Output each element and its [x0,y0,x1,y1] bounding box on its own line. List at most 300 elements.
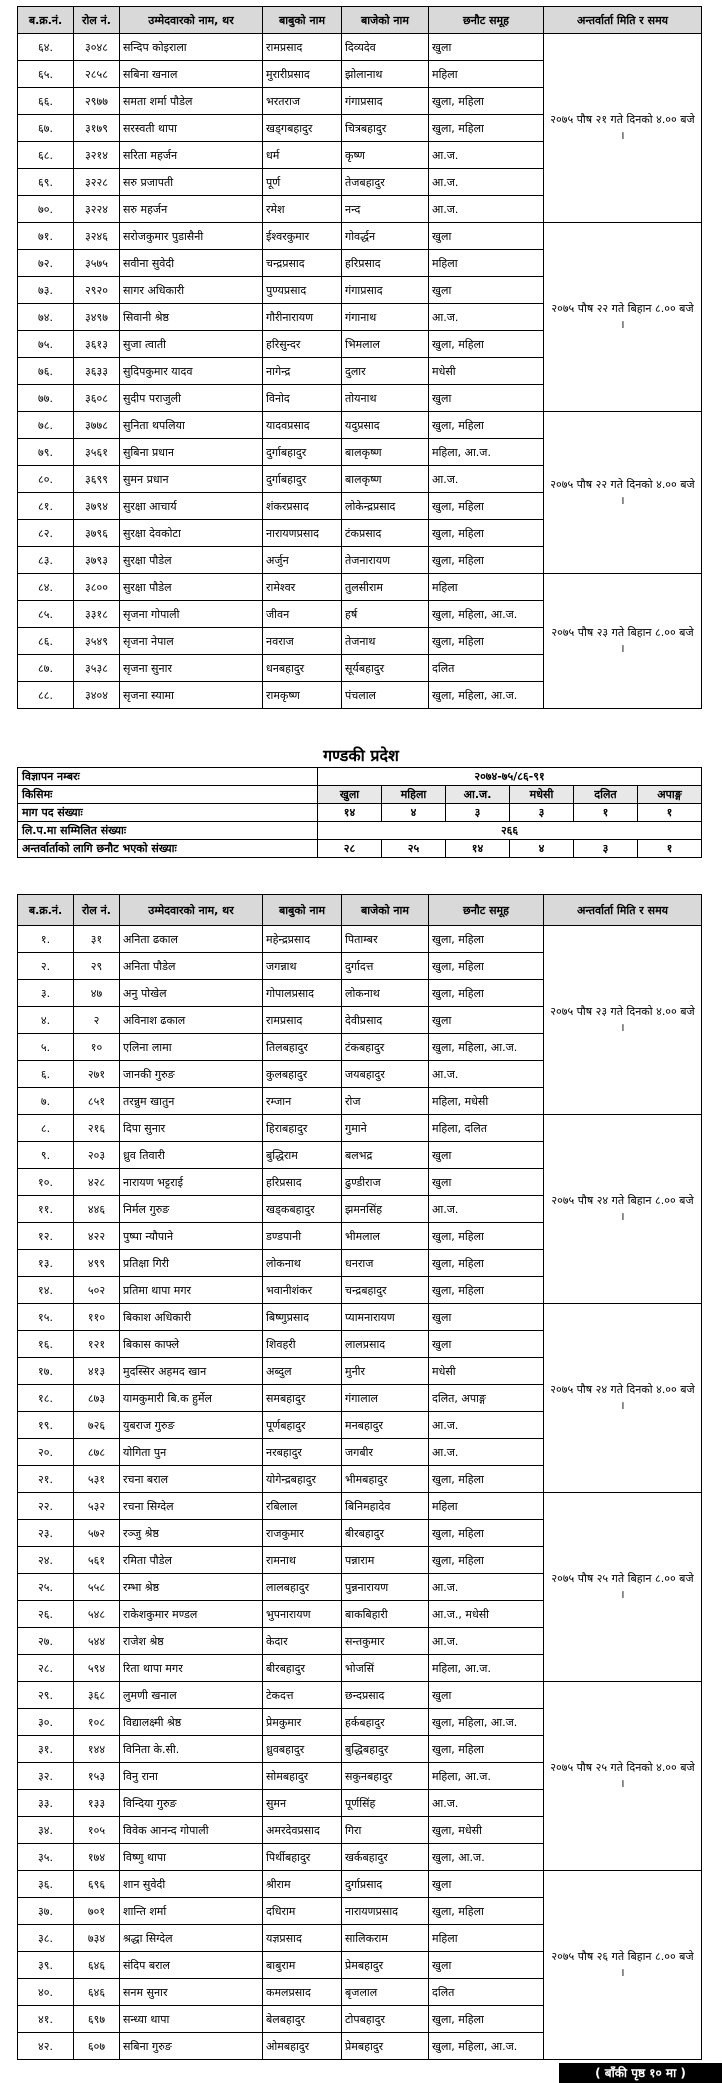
grandfather-name: पंचलाल [342,682,429,709]
roll-number: १० [74,1034,120,1061]
father-name: भुपनारायण [263,1601,342,1628]
grandfather-name: नारायणप्रसाद [342,1898,429,1925]
grandfather-name: चन्द्रबहादुर [342,1277,429,1304]
roll-number: २१६ [74,1115,120,1142]
selected-value: २८ [318,840,382,858]
serial-number: ९. [18,1142,74,1169]
serial-number: १३. [18,1250,74,1277]
demand-value: ४ [382,804,446,822]
table-header-row [18,895,702,926]
selection-group: आ.ज. [429,1790,544,1817]
roll-number: ३३१८ [74,601,120,628]
table-row [18,1871,702,1898]
table-row [18,926,702,953]
father-name: सोमबहादुर [263,1763,342,1790]
candidate-name: सुदीप पराजुली [120,385,263,412]
selection-group: खुला, महिला [429,1250,544,1277]
grandfather-name: तुलसीराम [342,574,429,601]
selection-group: खुला, महिला [429,980,544,1007]
roll-number: ३२१४ [74,142,120,169]
candidate-name: सुबिना प्रधान [120,439,263,466]
candidate-name: अनिता ढकाल [120,926,263,953]
roll-number: १०८ [74,1709,120,1736]
father-name: रामकृष्ण [263,682,342,709]
roll-number: २०३ [74,1142,120,1169]
roll-number: ३४०४ [74,682,120,709]
roll-number: ३५४९ [74,628,120,655]
candidate-name: समता शर्मा पौडेल [120,88,263,115]
column-header: उम्मेदवारको नाम, थर [120,7,263,34]
father-name: महेन्द्रप्रसाद [263,926,342,953]
father-name: रामेश्वर [263,574,342,601]
column-header: बाबुको नाम [263,7,342,34]
interview-time: २०७५ पौष २५ गते दिनको ४.०० बजे । [544,1682,702,1871]
candidate-name: विवेक आनन्द गोपाली [120,1817,263,1844]
grandfather-name: बिनिमहादेव [342,1493,429,1520]
demand-row [18,804,702,822]
grandfather-name: झमनसिंह [342,1196,429,1223]
candidate-name: विनु राना [120,1763,263,1790]
column-header: बाजेको नाम [342,7,429,34]
candidate-name: सुरक्षा देवकोटा [120,520,263,547]
selection-group: खुला, महिला [429,1223,544,1250]
father-name: जीवन [263,601,342,628]
candidate-name: सबिना गुरुङ [120,2033,263,2060]
father-name: बीरबहादुर [263,1655,342,1682]
grandfather-name: पिताम्बर [342,926,429,953]
roll-number: ४७ [74,980,120,1007]
serial-number: ८. [18,1115,74,1142]
candidate-name: प्रतिक्षा गिरी [120,1250,263,1277]
grandfather-name: धनराज [342,1250,429,1277]
serial-number: ३१. [18,1736,74,1763]
candidate-name: तरन्नुम खातुन [120,1088,263,1115]
candidate-name: संदिप बराल [120,1952,263,1979]
father-name: जगन्नाथ [263,953,342,980]
candidate-name: अविनाश ढकाल [120,1007,263,1034]
selection-group: खुला, महिला [429,1466,544,1493]
grandfather-name: प्रेमबहादुर [342,2033,429,2060]
selection-group: खुला, महिला [429,88,544,115]
serial-number: १. [18,926,74,953]
selection-group: मधेसी [429,1358,544,1385]
column-header: ब.क्र.नं. [18,895,74,926]
selection-group: आ.ज. [429,169,544,196]
father-name: दुर्गाबहादुर [263,439,342,466]
father-name: रबिलाल [263,1493,342,1520]
demand-value: १४ [318,804,382,822]
candidate-name: विनिता के.सी. [120,1736,263,1763]
selection-group: आ.ज. [429,1439,544,1466]
serial-number: २६. [18,1601,74,1628]
candidate-name: विन्दिया गुरुङ [120,1790,263,1817]
serial-number: १५. [18,1304,74,1331]
selection-group: खुला, महिला, आ.ज. [429,1034,544,1061]
selected-value: १४ [446,840,510,858]
candidate-name: रमिता पौडेल [120,1547,263,1574]
grandfather-name: पन्नाराम [342,1547,429,1574]
selection-group: खुला [429,34,544,61]
roll-number: २९ [74,953,120,980]
roll-number: ६९७ [74,2006,120,2033]
serial-number: ३०. [18,1709,74,1736]
interview-table-1 [17,6,702,709]
serial-number: ६६. [18,88,74,115]
candidate-name: प्रतिमा थापा मगर [120,1277,263,1304]
table-row [18,1304,702,1331]
father-name: धर्म [263,142,342,169]
selected-value: ३ [574,840,638,858]
roll-number: ३७७८ [74,412,120,439]
serial-number: ४१. [18,2006,74,2033]
father-name: रामनाथ [263,1547,342,1574]
grandfather-name: बाकबिहारी [342,1601,429,1628]
roll-number: ५३१ [74,1466,120,1493]
selection-group: खुला, महिला, आ.ज. [429,1709,544,1736]
interview-time: २०७५ पौष २३ गते दिनको ४.०० बजे । [544,926,702,1115]
serial-number: ४. [18,1007,74,1034]
serial-number: १७. [18,1358,74,1385]
father-name: गौरीनारायण [263,304,342,331]
serial-number: २४. [18,1547,74,1574]
grandfather-name: दुर्गादत्त [342,953,429,980]
selection-group: खुला, महिला [429,1898,544,1925]
selection-group: खुला [429,277,544,304]
grandfather-name: गुमाने [342,1115,429,1142]
serial-number: ३४. [18,1817,74,1844]
serial-number: ८१. [18,493,74,520]
serial-number: ८६. [18,628,74,655]
father-name: बिष्णुप्रसाद [263,1304,342,1331]
serial-number: २१. [18,1466,74,1493]
serial-number: ७३. [18,277,74,304]
serial-number: २५. [18,1574,74,1601]
father-name: तिलबहादुर [263,1034,342,1061]
father-name: रम्जान [263,1088,342,1115]
candidate-name: राजेश श्रेष्ठ [120,1628,263,1655]
grandfather-name: भिमलाल [342,331,429,358]
advert-row [18,768,702,786]
father-name: सुमन [263,1790,342,1817]
grandfather-name: देवीप्रसाद [342,1007,429,1034]
father-name: प्रेमकुमार [263,1709,342,1736]
interview-time: २०७५ पौष २२ गते बिहान ८.०० बजे । [544,223,702,412]
selection-group: खुला [429,1007,544,1034]
column-header: अन्तर्वार्ता मिति र समय [544,7,702,34]
father-name: विनोद [263,385,342,412]
father-name: नरबहादुर [263,1439,342,1466]
selection-group: महिला, मधेसी [429,1088,544,1115]
grandfather-name: प्यामनारायण [342,1304,429,1331]
candidate-name: यामकुमारी बि.क हुर्मेल [120,1385,263,1412]
selection-group: खुला, महिला [429,520,544,547]
father-name: यादवप्रसाद [263,412,342,439]
grandfather-name: बृजलाल [342,1979,429,2006]
roll-number: २८५८ [74,61,120,88]
serial-number: ३६. [18,1871,74,1898]
selected-value: ४ [510,840,574,858]
interview-time: २०७५ पौष २२ गते दिनको ४.०० बजे । [544,412,702,574]
father-name: टेकदत्त [263,1682,342,1709]
table-row [18,1682,702,1709]
candidate-name: सृजना गोपाली [120,601,263,628]
demand-value: ३ [446,804,510,822]
serial-number: ६. [18,1061,74,1088]
serial-number: ६८. [18,142,74,169]
father-name: ईश्वरकुमार [263,223,342,250]
roll-number: १५३ [74,1763,120,1790]
father-name: अब्दुल [263,1358,342,1385]
roll-number: २ [74,1007,120,1034]
grandfather-name: हर्कबहादुर [342,1709,429,1736]
grandfather-name: टोपबहादुर [342,2006,429,2033]
father-name: अर्जुन [263,547,342,574]
serial-number: ३. [18,980,74,1007]
candidate-name: सुरक्षा पौडेल [120,547,263,574]
candidate-name: सुनिता थपलिया [120,412,263,439]
father-name: नारायणप्रसाद [263,520,342,547]
candidate-name: रचना सिग्देल [120,1493,263,1520]
candidate-name: एलिना लामा [120,1034,263,1061]
roll-number: ३७९६ [74,520,120,547]
father-name: पुण्यप्रसाद [263,277,342,304]
serial-number: २२. [18,1493,74,1520]
selection-group: दलित, अपाङ्ग [429,1385,544,1412]
grandfather-name: हरिप्रसाद [342,250,429,277]
candidate-name: राकेशकुमार मण्डल [120,1601,263,1628]
column-header: अन्तर्वार्ता मिति र समय [544,895,702,926]
serial-number: ७७. [18,385,74,412]
selection-group: खुला, महिला [429,331,544,358]
father-name: कमलप्रसाद [263,1979,342,2006]
serial-number: ८३. [18,547,74,574]
grandfather-name: बुद्धिबहादुर [342,1736,429,1763]
grandfather-name: गंगालाल [342,1385,429,1412]
grandfather-name: सूर्यबहादुर [342,655,429,682]
selection-group: खुला, महिला [429,547,544,574]
selection-group: खुला, महिला [429,115,544,142]
roll-number: ६४६ [74,1952,120,1979]
serial-number: ७०. [18,196,74,223]
roll-number: ५४४ [74,1628,120,1655]
father-name: भरतराज [263,88,342,115]
serial-number: २८. [18,1655,74,1682]
grandfather-name: दिव्यदेव [342,34,429,61]
grandfather-name: गंगाप्रसाद [342,277,429,304]
father-name: रामप्रसाद [263,34,342,61]
serial-number: ७६. [18,358,74,385]
father-name: धनबहादुर [263,655,342,682]
candidate-name: पुष्पा न्यौपाने [120,1223,263,1250]
selection-group: खुला, महिला, आ.ज. [429,2033,544,2060]
candidate-name: दिपा सुनार [120,1115,263,1142]
candidate-name: सरिता महर्जन [120,142,263,169]
candidate-name: सवीना सुवेदी [120,250,263,277]
selection-group: आ.ज. [429,1412,544,1439]
father-name: नवराज [263,628,342,655]
grandfather-name: जयबहादुर [342,1061,429,1088]
table-row [18,1493,702,1520]
candidate-name: श्रद्धा सिग्देल [120,1925,263,1952]
table-body [18,926,702,2060]
advert-label: विज्ञापन नम्बरः [18,768,318,786]
candidate-name: युबराज गुरुङ [120,1412,263,1439]
roll-number: ४४६ [74,1196,120,1223]
selection-group: खुला, महिला [429,1277,544,1304]
selection-group: खुला, महिला, आ.ज. [429,601,544,628]
selected-label: अन्तर्वार्ताको लागि छनौट भएको संख्याः [18,840,318,858]
selection-group: दलित [429,1979,544,2006]
grandfather-name: छन्दप्रसाद [342,1682,429,1709]
roll-number: १४४ [74,1736,120,1763]
selected-value: २५ [382,840,446,858]
selection-group: आ.ज. [429,1628,544,1655]
demand-value: ३ [510,804,574,822]
father-name: गोपालप्रसाद [263,980,342,1007]
roll-number: ८७३ [74,1385,120,1412]
father-name: कुलबहादुर [263,1061,342,1088]
selection-group: महिला [429,61,544,88]
roll-number: ८५१ [74,1088,120,1115]
candidate-name: ध्रुव तिवारी [120,1142,263,1169]
candidate-name: सागर अधिकारी [120,277,263,304]
selection-group: महिला [429,1925,544,1952]
grandfather-name: खर्कबहादुर [342,1844,429,1871]
selection-group: महिला, आ.ज. [429,1655,544,1682]
table-header-row [18,7,702,34]
serial-number: ७. [18,1088,74,1115]
candidate-name: सरस्वती थापा [120,115,263,142]
roll-number: २९७७ [74,88,120,115]
selection-group: खुला, महिला [429,926,544,953]
roll-number: ३७९३ [74,547,120,574]
selection-group: मधेसी [429,358,544,385]
roll-number: ३४९७ [74,304,120,331]
father-name: ओमबहादुर [263,2033,342,2060]
roll-number: ३१७९ [74,115,120,142]
father-name: रामप्रसाद [263,1007,342,1034]
grandfather-name: गंगाप्रसाद [342,88,429,115]
roll-number: ३६८ [74,1682,120,1709]
father-name: भवानीशंकर [263,1277,342,1304]
roll-number: ७०१ [74,1898,120,1925]
roll-number: ३७९४ [74,493,120,520]
grandfather-name: चित्रबहादुर [342,115,429,142]
exam-value: २६६ [318,822,702,840]
father-name: बाबुराम [263,1952,342,1979]
type-label: किसिमः [18,786,318,804]
grandfather-name: मुनीर [342,1358,429,1385]
interview-time: २०७५ पौष २६ गते बिहान ८.०० बजे । [544,1871,702,2060]
candidate-name: सृजना सुनार [120,655,263,682]
category-label: महिला [382,786,446,804]
serial-number: ७८. [18,412,74,439]
selection-group: आ.ज. [429,304,544,331]
father-name: बेलबहादुर [263,2006,342,2033]
selection-group: खुला, आ.ज. [429,1844,544,1871]
grandfather-name: सालिकराम [342,1925,429,1952]
category-row [18,786,702,804]
roll-number: ३६१३ [74,331,120,358]
selection-group: महिला, दलित [429,1115,544,1142]
selection-group: महिला, आ.ज. [429,1763,544,1790]
serial-number: २. [18,953,74,980]
interview-time: २०७५ पौष २४ गते बिहान ८.०० बजे । [544,1115,702,1304]
roll-number: १०५ [74,1817,120,1844]
candidate-name: सरोजकुमार पुडासैनी [120,223,263,250]
grandfather-name: पुन्ननारायण [342,1574,429,1601]
candidate-name: सुमन प्रधान [120,466,263,493]
exam-label: लि.प.मा सम्मिलित संख्याः [18,822,318,840]
serial-number: ४२. [18,2033,74,2060]
grandfather-name: दुलार [342,358,429,385]
candidate-name: सृजना नेपाल [120,628,263,655]
category-label: अपाङ्ग [638,786,702,804]
serial-number: ३५. [18,1844,74,1871]
roll-number: ११० [74,1304,120,1331]
serial-number: १६. [18,1331,74,1358]
grandfather-name: रोज [342,1088,429,1115]
serial-number: ८८. [18,682,74,709]
grandfather-name: तेजबहादुर [342,169,429,196]
candidate-name: सबिना खनाल [120,61,263,88]
serial-number: १०. [18,1169,74,1196]
father-name: खड्कबहादुर [263,1196,342,1223]
serial-number: ७९. [18,439,74,466]
grandfather-name: गंगानाथ [342,304,429,331]
serial-number: ८०. [18,466,74,493]
advert-value: २०७४-७५/८६-९१ [318,768,702,786]
serial-number: ५. [18,1034,74,1061]
roll-number: ७३४ [74,1925,120,1952]
serial-number: ८४. [18,574,74,601]
grandfather-name: बलभद्र [342,1142,429,1169]
candidate-name: मुदस्सिर अहमद खान [120,1358,263,1385]
column-header: रोल नं. [74,895,120,926]
candidate-name: सरु प्रजापती [120,169,263,196]
candidate-name: बिकास काफ्ले [120,1331,263,1358]
selection-group: खुला [429,1682,544,1709]
grandfather-name: गोवर्द्धन [342,223,429,250]
grandfather-name: तोयनाथ [342,385,429,412]
grandfather-name: तेजनाथ [342,628,429,655]
roll-number: २९२० [74,277,120,304]
selection-group: खुला, महिला [429,1520,544,1547]
roll-number: २७१ [74,1061,120,1088]
interview-time: २०७५ पौष २४ गते दिनको ४.०० बजे । [544,1304,702,1493]
father-name: दुर्गाबहादुर [263,466,342,493]
category-label: मधेसी [510,786,574,804]
roll-number: ५६१ [74,1547,120,1574]
interview-time: २०७५ पौष २१ गते दिनको ४.०० बजे । [544,34,702,223]
father-name: चन्द्रप्रसाद [263,250,342,277]
father-name: हरिसुन्दर [263,331,342,358]
candidate-name: सनम सुनार [120,1979,263,2006]
selection-group: खुला, महिला [429,953,544,980]
candidate-name: सुजा त्वाती [120,331,263,358]
selection-group: आ.ज. [429,196,544,223]
serial-number: २०. [18,1439,74,1466]
grandfather-name: लोकनाथ [342,980,429,1007]
serial-number: ७१. [18,223,74,250]
demand-value: १ [638,804,702,822]
demand-value: १ [574,804,638,822]
selection-group: महिला [429,250,544,277]
serial-number: ७२. [18,250,74,277]
selection-group: आ.ज. [429,466,544,493]
roll-number: ६०७ [74,2033,120,2060]
grandfather-name: प्रेमबहादुर [342,1952,429,1979]
